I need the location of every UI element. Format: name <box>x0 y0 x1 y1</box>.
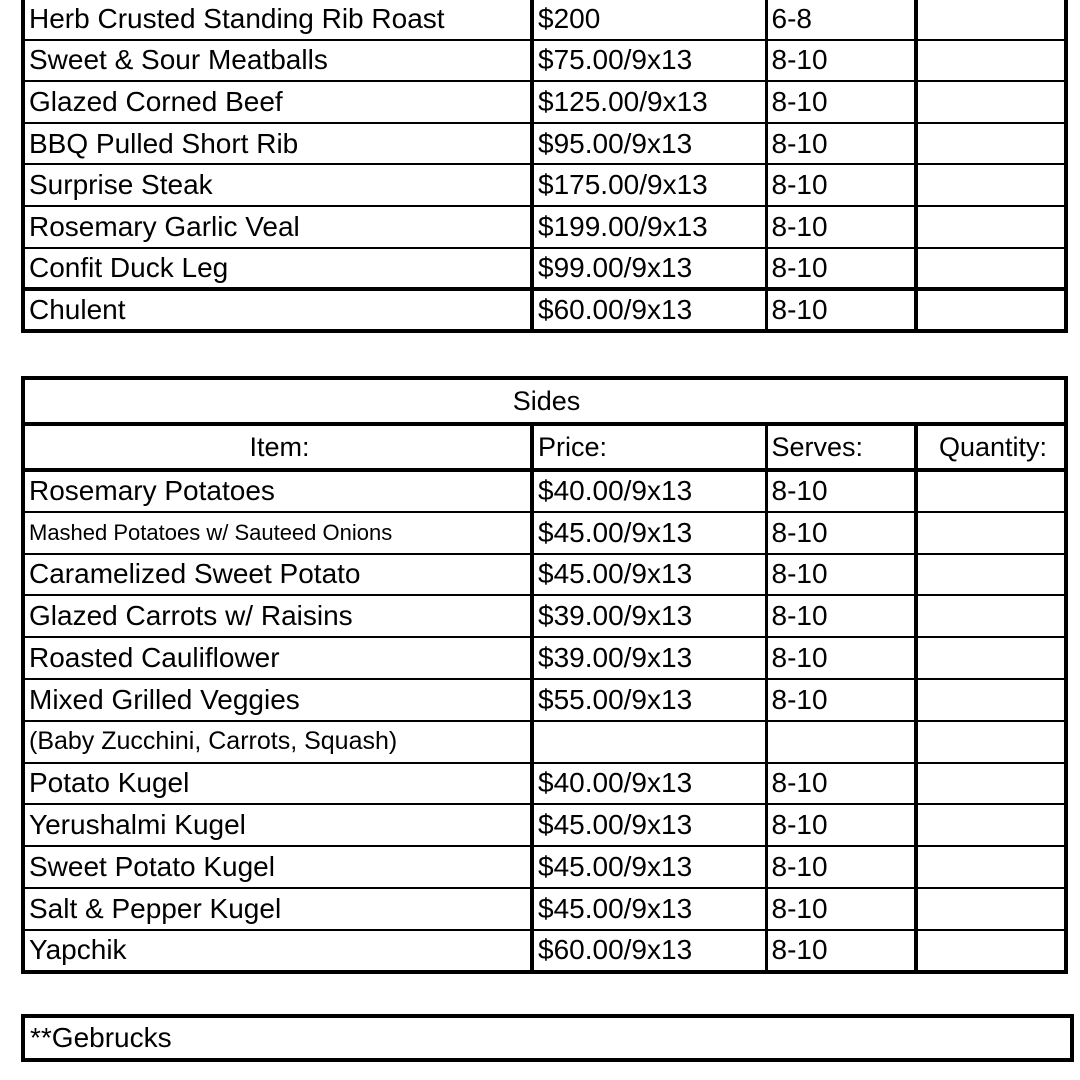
item-cell: Mixed Grilled Veggies <box>23 679 532 721</box>
serves-cell: 8-10 <box>766 512 916 554</box>
serves-cell: 8-10 <box>766 888 916 930</box>
mains-table <box>21 0 1068 333</box>
item-cell: Sweet & Sour Meatballs <box>23 40 532 82</box>
serves-cell: 8-10 <box>766 248 916 290</box>
serves-cell: 8-10 <box>766 123 916 165</box>
item-cell: Caramelized Sweet Potato <box>23 554 532 596</box>
quantity-cell[interactable] <box>916 289 1066 331</box>
price-cell: $199.00/9x13 <box>532 206 766 248</box>
price-cell: $200 <box>532 0 766 40</box>
serves-cell: 8-10 <box>766 846 916 888</box>
header-quantity: Quantity: <box>916 424 1066 470</box>
price-cell: $45.00/9x13 <box>532 888 766 930</box>
price-cell: $125.00/9x13 <box>532 81 766 123</box>
price-cell: $95.00/9x13 <box>532 123 766 165</box>
quantity-cell[interactable] <box>916 804 1066 846</box>
sides-row <box>23 470 1066 512</box>
serves-cell: 8-10 <box>766 637 916 679</box>
mains-row <box>23 0 1066 40</box>
serves-cell: 8-10 <box>766 81 916 123</box>
sides-row <box>23 721 1066 763</box>
quantity-cell[interactable] <box>916 595 1066 637</box>
sides-row <box>23 846 1066 888</box>
sides-row <box>23 512 1066 554</box>
quantity-cell[interactable] <box>916 470 1066 512</box>
sides-row <box>23 637 1066 679</box>
serves-cell: 8-10 <box>766 40 916 82</box>
price-cell: $45.00/9x13 <box>532 846 766 888</box>
sides-title: Sides <box>23 378 1066 424</box>
item-cell: Yerushalmi Kugel <box>23 804 532 846</box>
price-cell <box>532 721 766 763</box>
sides-row <box>23 804 1066 846</box>
sides-row <box>23 679 1066 721</box>
price-cell: $175.00/9x13 <box>532 164 766 206</box>
item-cell: Glazed Carrots w/ Raisins <box>23 595 532 637</box>
quantity-cell[interactable] <box>916 763 1066 805</box>
sides-row <box>23 763 1066 805</box>
mains-row <box>23 164 1066 206</box>
price-cell: $45.00/9x13 <box>532 554 766 596</box>
quantity-cell[interactable] <box>916 721 1066 763</box>
gebrucks-note: **Gebrucks <box>21 1014 1074 1062</box>
item-cell: Potato Kugel <box>23 763 532 805</box>
quantity-cell[interactable] <box>916 123 1066 165</box>
item-cell: Confit Duck Leg <box>23 248 532 290</box>
item-cell: Sweet Potato Kugel <box>23 846 532 888</box>
price-cell: $60.00/9x13 <box>532 289 766 331</box>
mains-row <box>23 289 1066 331</box>
quantity-cell[interactable] <box>916 206 1066 248</box>
quantity-cell[interactable] <box>916 637 1066 679</box>
price-cell: $99.00/9x13 <box>532 248 766 290</box>
sides-row <box>23 595 1066 637</box>
serves-cell <box>766 721 916 763</box>
quantity-cell[interactable] <box>916 248 1066 290</box>
mains-row <box>23 81 1066 123</box>
sides-row <box>23 888 1066 930</box>
mains-row <box>23 123 1066 165</box>
price-cell: $75.00/9x13 <box>532 40 766 82</box>
quantity-cell[interactable] <box>916 40 1066 82</box>
price-cell: $45.00/9x13 <box>532 512 766 554</box>
serves-cell: 8-10 <box>766 470 916 512</box>
price-cell: $45.00/9x13 <box>532 804 766 846</box>
serves-cell: 8-10 <box>766 930 916 972</box>
sides-row <box>23 930 1066 972</box>
sides-table <box>21 376 1068 974</box>
quantity-cell[interactable] <box>916 930 1066 972</box>
sides-header-row <box>23 424 1066 470</box>
price-cell: $39.00/9x13 <box>532 595 766 637</box>
sides-row <box>23 554 1066 596</box>
quantity-cell[interactable] <box>916 846 1066 888</box>
quantity-cell[interactable] <box>916 0 1066 40</box>
item-cell: (Baby Zucchini, Carrots, Squash) <box>23 721 532 763</box>
header-serves: Serves: <box>766 424 916 470</box>
item-cell: Herb Crusted Standing Rib Roast <box>23 0 532 40</box>
serves-cell: 8-10 <box>766 289 916 331</box>
item-cell: Glazed Corned Beef <box>23 81 532 123</box>
serves-cell: 6-8 <box>766 0 916 40</box>
mains-row <box>23 206 1066 248</box>
quantity-cell[interactable] <box>916 512 1066 554</box>
item-cell: Roasted Cauliflower <box>23 637 532 679</box>
serves-cell: 8-10 <box>766 206 916 248</box>
serves-cell: 8-10 <box>766 804 916 846</box>
serves-cell: 8-10 <box>766 595 916 637</box>
price-cell: $60.00/9x13 <box>532 930 766 972</box>
mains-row <box>23 40 1066 82</box>
serves-cell: 8-10 <box>766 679 916 721</box>
quantity-cell[interactable] <box>916 164 1066 206</box>
price-cell: $40.00/9x13 <box>532 470 766 512</box>
item-cell: Mashed Potatoes w/ Sauteed Onions <box>23 512 532 554</box>
quantity-cell[interactable] <box>916 679 1066 721</box>
serves-cell: 8-10 <box>766 554 916 596</box>
quantity-cell[interactable] <box>916 888 1066 930</box>
serves-cell: 8-10 <box>766 763 916 805</box>
item-cell: Chulent <box>23 289 532 331</box>
quantity-cell[interactable] <box>916 554 1066 596</box>
quantity-cell[interactable] <box>916 81 1066 123</box>
header-item: Item: <box>23 424 532 470</box>
price-cell: $55.00/9x13 <box>532 679 766 721</box>
item-cell: Yapchik <box>23 930 532 972</box>
header-price: Price: <box>532 424 766 470</box>
serves-cell: 8-10 <box>766 164 916 206</box>
price-cell: $40.00/9x13 <box>532 763 766 805</box>
item-cell: BBQ Pulled Short Rib <box>23 123 532 165</box>
item-cell: Rosemary Garlic Veal <box>23 206 532 248</box>
mains-row <box>23 248 1066 290</box>
item-cell: Surprise Steak <box>23 164 532 206</box>
price-cell: $39.00/9x13 <box>532 637 766 679</box>
sides-title-row <box>23 378 1066 424</box>
item-cell: Salt & Pepper Kugel <box>23 888 532 930</box>
item-cell: Rosemary Potatoes <box>23 470 532 512</box>
